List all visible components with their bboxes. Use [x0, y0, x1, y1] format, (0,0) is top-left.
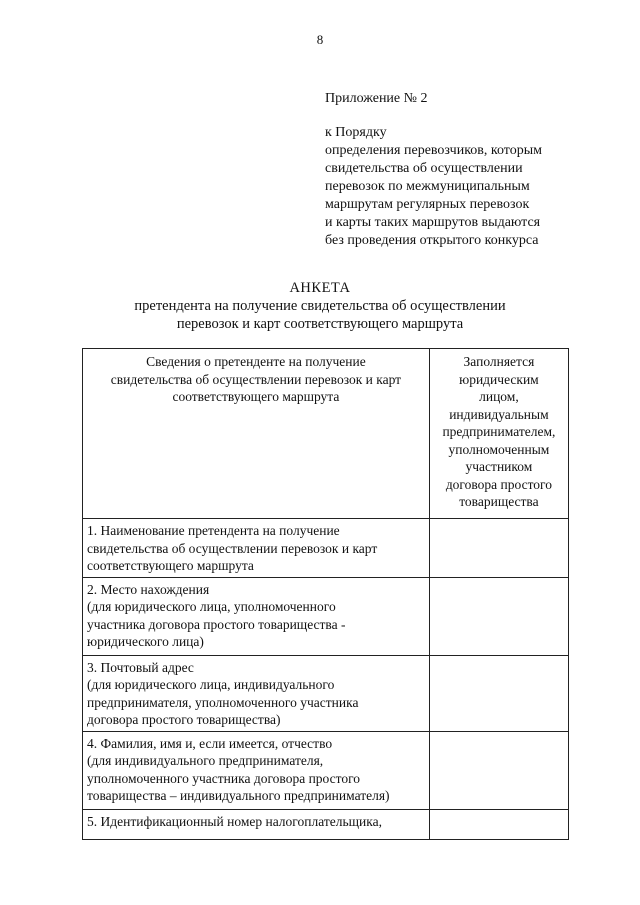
header-filled-by-line: договора простого: [445, 476, 553, 492]
header-filled-by-line: участником: [465, 459, 533, 474]
row-value-cell[interactable]: [429, 655, 568, 731]
appendix-line: маршрутам регулярных перевозок: [325, 197, 530, 212]
appendix-line: свидетельства об осуществлении: [325, 161, 523, 176]
header-info-cell: [83, 349, 430, 519]
appendix-line: перевозок по межмуниципальным: [325, 179, 530, 194]
form-heading: [0, 279, 640, 333]
table-row: [83, 809, 569, 839]
appendix-line: к Порядку: [325, 125, 387, 140]
row-label-line: (для юридического лица, индивидуального: [87, 677, 335, 692]
header-filled-by-line: Заполняется: [463, 354, 535, 369]
row-label-line: товарищества – индивидуального предпринимателя): [87, 788, 390, 803]
questionnaire-table: [82, 348, 569, 840]
appendix-line: определения перевозчиков, которым: [325, 143, 543, 158]
table-row: [83, 577, 569, 655]
table-row: [83, 655, 569, 731]
row-label-line: предпринимателя, уполномоченного участника: [87, 694, 359, 710]
row-label-line: соответствующего маршрута: [87, 558, 254, 573]
row-label-line: (для юридического лица, уполномоченного: [87, 599, 336, 614]
row-label-cell: [83, 519, 430, 578]
table-row: [83, 519, 569, 578]
header-filled-by-line: товарищества: [459, 494, 539, 509]
form-subtitle-line: перевозок и карт соответствующего маршрута: [176, 316, 464, 332]
row-value-cell[interactable]: [429, 731, 568, 809]
row-label-cell: [83, 655, 430, 731]
appendix-block: [325, 90, 625, 250]
row-label-line: 3. Почтовый адрес: [87, 659, 194, 675]
page-number: 8: [316, 32, 324, 47]
row-label-cell: [83, 809, 430, 839]
row-label-line: 2. Место нахождения: [87, 581, 210, 597]
row-label-line: юридического лица): [87, 634, 204, 649]
header-info-line: Сведения о претенденте на получение: [146, 354, 366, 369]
header-filled-by-line: уполномоченным: [448, 441, 550, 457]
header-filled-by-cell: [429, 349, 568, 519]
table-row: [83, 731, 569, 809]
header-filled-by-line: индивидуальным: [449, 406, 549, 422]
row-label-line: уполномоченного участника договора простого: [87, 770, 361, 786]
row-value-cell[interactable]: [429, 519, 568, 578]
row-label-line: свидетельства об осуществлении перевозок и карт: [87, 540, 378, 556]
row-label-line: участника договора простого товарищества -: [87, 616, 346, 632]
form-subtitle-line: претендента на получение свидетельства об осуществлении: [134, 298, 506, 314]
appendix-line: без проведения открытого конкурса: [325, 233, 539, 248]
row-label-cell: [83, 731, 430, 809]
row-value-cell[interactable]: [429, 809, 568, 839]
appendix-title: Приложение № 2: [325, 91, 428, 106]
table-header-row: [83, 349, 569, 519]
row-label-line: 1. Наименование претендента на получение: [87, 523, 340, 538]
form-title: АНКЕТА: [289, 280, 351, 296]
row-label-line: договора простого товарищества): [87, 712, 281, 727]
header-info-line: соответствующего маршрута: [172, 389, 340, 404]
header-info-line: свидетельства об осуществлении перевозок и карт: [110, 371, 402, 387]
row-label-line: 4. Фамилия, имя и, если имеется, отчество: [87, 735, 333, 751]
row-value-cell[interactable]: [429, 577, 568, 655]
row-label-cell: [83, 577, 430, 655]
row-label-line: 5. Идентификационный номер налогоплательщика,: [87, 813, 382, 829]
header-filled-by-line: юридическим: [459, 371, 539, 387]
row-label-line: (для индивидуального предпринимателя,: [87, 753, 324, 768]
appendix-line: и карты таких маршрутов выдаются: [325, 215, 541, 230]
header-filled-by-line: лицом,: [479, 389, 519, 404]
header-filled-by-line: предпринимателем,: [442, 424, 556, 439]
